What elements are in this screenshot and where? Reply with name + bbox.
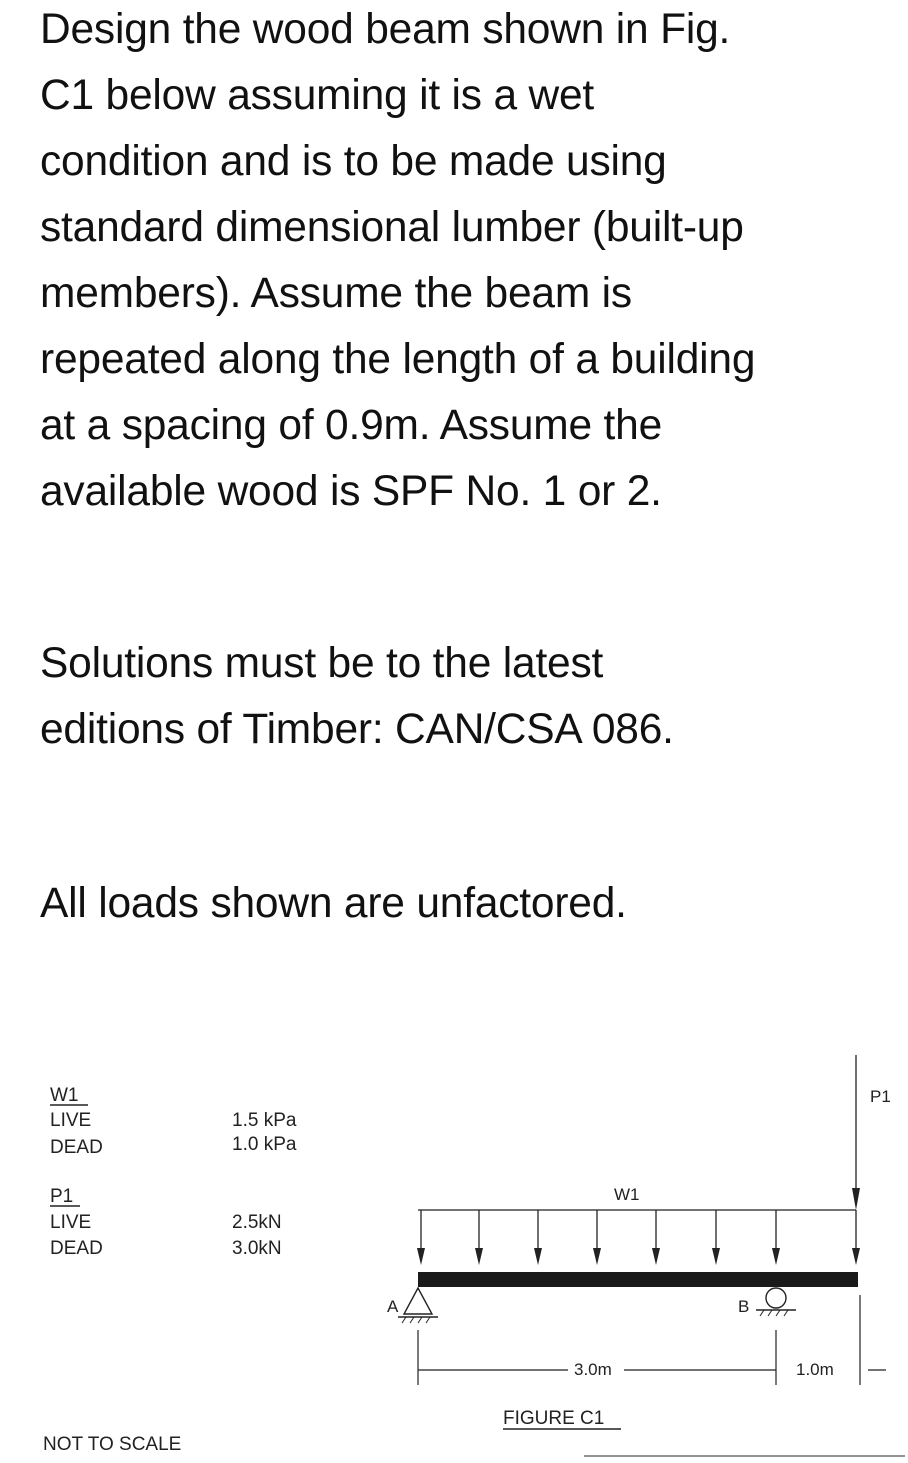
problem-paragraph-1 [40,0,755,525]
figure-caption: FIGURE C1 [503,1408,605,1429]
point-load-label: P1 [870,1087,891,1106]
support-b-label: B [738,1297,750,1316]
text-line: Solutions must be to the latest [40,640,604,687]
text-line: members). Assume the beam is [40,270,632,317]
text-line: repeated along the length of a building [40,336,756,383]
text-line: Design the wood beam shown in Fig. [40,6,731,53]
legend-p1-title: P1 [50,1186,74,1207]
text-line: editions of Timber: CAN/CSA 086. [40,706,674,753]
not-to-scale-note: NOT TO SCALE [43,1434,182,1455]
legend-w1-live-value: 1.5 kPa [232,1110,297,1131]
support-a-label: A [387,1297,399,1316]
point-load-arrowhead [852,1188,860,1210]
legend-w1-dead-value: 1.0 kPa [232,1134,297,1155]
problem-paragraph-2 [40,631,674,763]
support-a-pin [398,1288,438,1323]
span-ab-label: 3.0m [574,1360,612,1379]
legend-p1-dead-label: DEAD [50,1238,103,1259]
legend-w1-title: W1 [50,1085,79,1106]
text-line: at a spacing of 0.9m. Assume the [40,402,663,449]
udl-label: W1 [614,1185,640,1204]
text-line: condition and is to be made using [40,138,667,185]
text-line: available wood is SPF No. 1 or 2. [40,468,662,515]
text-line: All loads shown are unfactored. [40,880,627,927]
overhang-label: 1.0m [796,1360,834,1379]
legend-p1-live-label: LIVE [50,1212,92,1233]
beam-figure [0,1040,908,1463]
text-line: C1 below assuming it is a wet [40,72,595,119]
udl-arrows [417,1210,860,1265]
legend-p1-dead-value: 3.0kN [232,1238,282,1259]
text-line: standard dimensional lumber (built-up [40,204,744,251]
beam [418,1272,858,1287]
legend-w1-live-label: LIVE [50,1110,92,1131]
problem-paragraph-3 [40,871,627,937]
legend-w1-dead-label: DEAD [50,1137,103,1158]
support-b-roller [756,1288,796,1316]
legend-p1-live-value: 2.5kN [232,1212,282,1233]
